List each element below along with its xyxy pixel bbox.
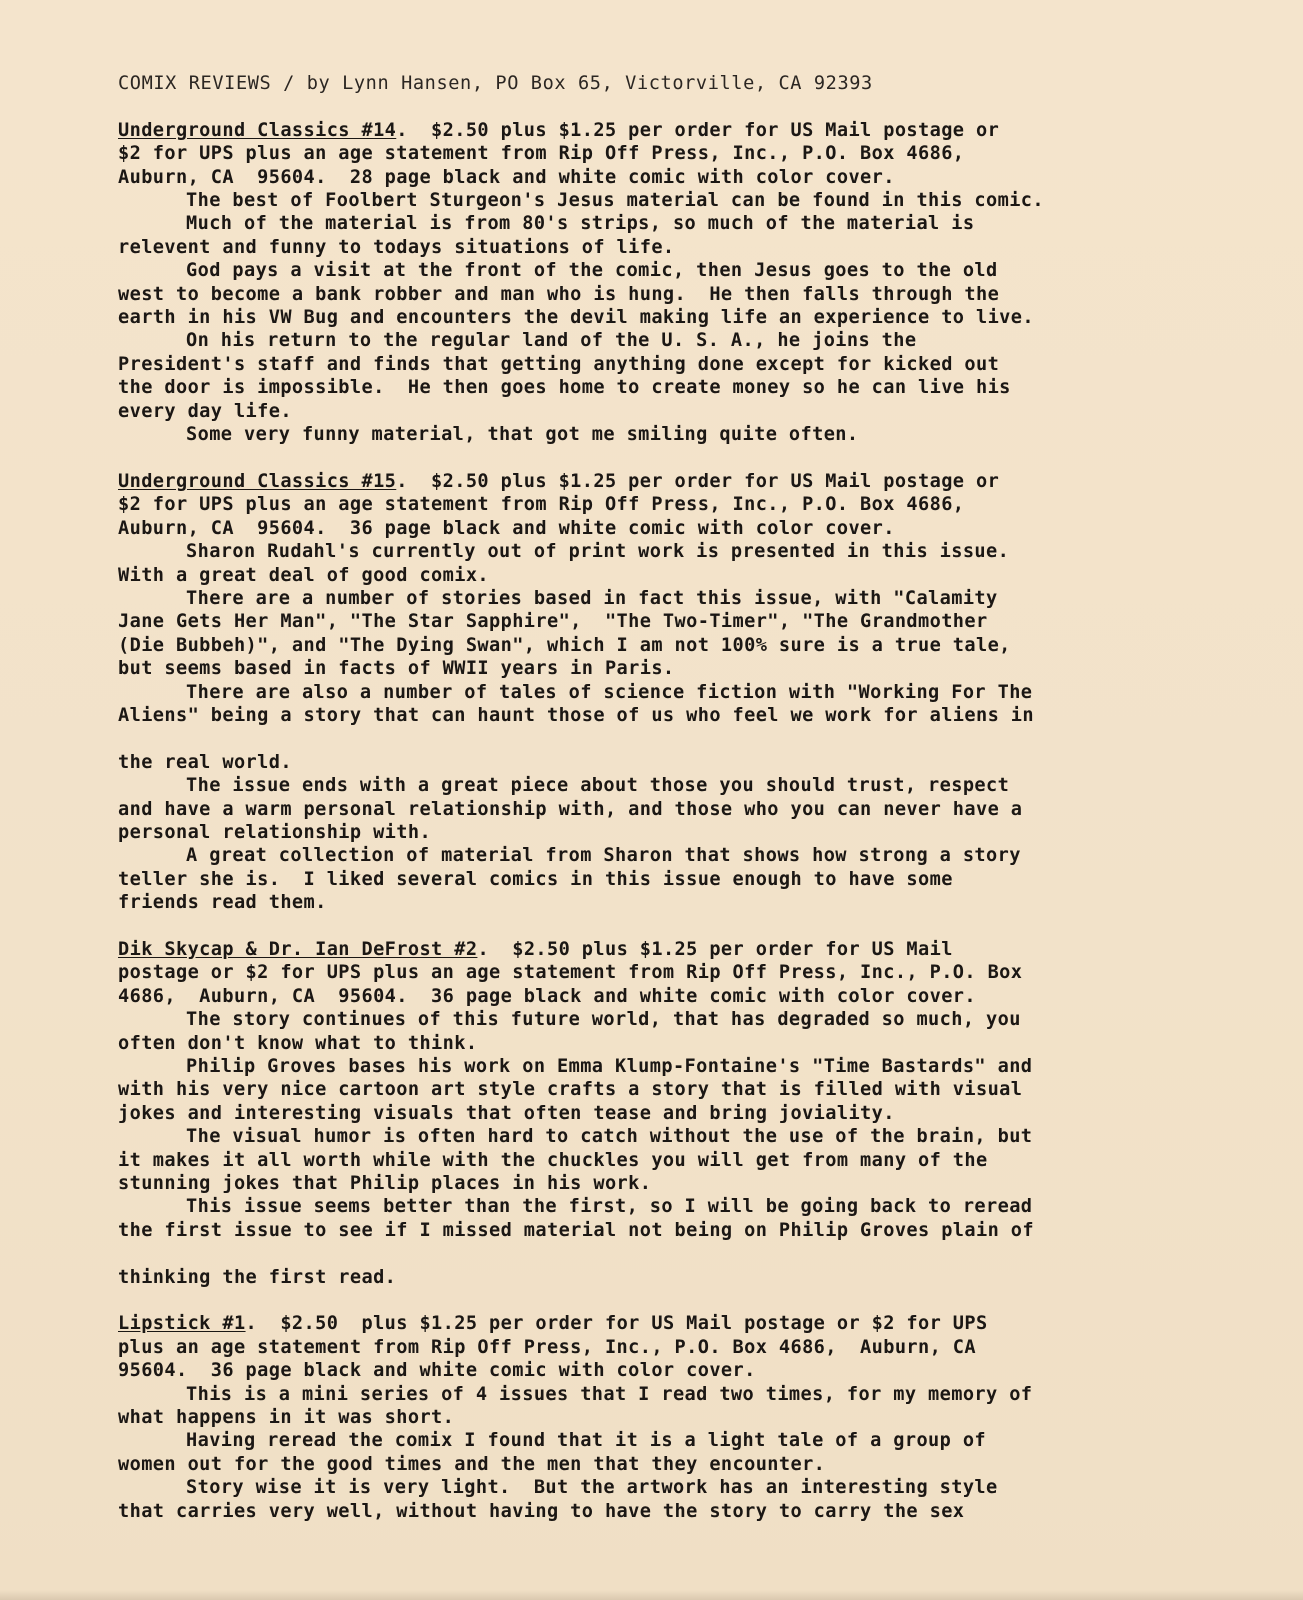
review-line: The issue ends with a great piece about those you should trust, respect [186,775,1010,797]
review-line: postage or $2 for UPS plus an age statement from Rip Off Press, Inc., P.O. Box [118,962,1023,984]
review-line: The visual humor is often hard to catch without the use of the brain, but [186,1126,1033,1148]
review-line: teller she is. I liked several comics in this issue enough to have some [118,868,953,890]
review-title: Dik Skycap & Dr. Ian DeFrost #2 [118,938,478,960]
review-line: Having reread the comix I found that it is a light tale of a group of [186,1430,987,1452]
review-first-line: Dik Skycap & Dr. Ian DeFrost #2. $2.50 plus $1.25 per order for US Mail [118,938,953,960]
review-line: On his return to the regular land of the U. S. A., he joins the [186,330,917,352]
review-line: There are a number of stories based in fact this issue, with "Calamity [186,587,998,609]
review-line: the first issue to see if I missed material not being on Philip Groves plain of [118,1219,1034,1241]
review-line: west to become a bank robber and man who is hung. He then falls through the [118,283,1000,305]
page-break-gap [118,727,1238,750]
review-line: 4686, Auburn, CA 95604. 36 page black and white comic with color cover. [118,985,976,1007]
review-lipstick-1 [118,1312,1238,1523]
review-underground-classics-15 [118,470,1238,915]
review-line: every day life. [118,400,292,422]
review-line: with his very nice cartoon art style crafts a story that is filled with visual [118,1079,1023,1101]
review-title: Underground Classics #15 [118,470,397,492]
review-line: relevent and funny to todays situations of life. [118,236,675,258]
review-underground-classics-14 [118,119,1238,447]
review-line: This issue seems better than the first, so I will be going back to reread [186,1196,1033,1218]
review-line: The story continues of this future world, that has degraded so much, you [186,1009,1021,1031]
review-line: President's staff and finds that getting anything done except for kicked out [118,353,1000,375]
review-line: $2 for UPS plus an age statement from Rip Off Press, Inc., P.O. Box 4686, [118,494,965,516]
review-line: but seems based in facts of WWII years in Paris. [118,658,675,680]
review-first-line: Lipstick #1. $2.50 plus $1.25 per order for US Mail postage or $2 for UPS [118,1313,988,1335]
review-title: Lipstick #1 [118,1313,246,1335]
review-title: Underground Classics #14 [118,119,397,141]
review-dik-skycap-2 [118,938,1238,1289]
review-line: Much of the material is from 80's strips, so much of the material is [186,213,975,235]
review-line: Auburn, CA 95604. 36 page black and white comic with color cover. [118,517,895,539]
review-line: This is a mini series of 4 issues that I read two times, for my memory of [186,1383,1033,1405]
review-line: With a great deal of good comix. [118,564,490,586]
review-line: The best of Foolbert Sturgeon's Jesus material can be found in this comic. [186,190,1044,212]
review-line: There are also a number of tales of science fiction with "Working For The [186,681,1033,703]
page-header: COMIX REVIEWS / by Lynn Hansen, PO Box 65, Victorville, CA 92393 [118,73,873,94]
review-line: God pays a visit at the front of the comic, then Jesus goes to the old [186,260,998,282]
review-line: personal relationship with. [118,821,432,843]
review-line: Sharon Rudahl's currently out of print work is presented in this issue. [186,541,1010,563]
review-line: that carries very well, without having to have the story to carry the sex [118,1500,965,1522]
review-line: Philip Groves bases his work on Emma Klump-Fontaine's "Time Bastards" and [186,1056,1033,1077]
review-line: women out for the good times and the men that they encounter. [118,1453,826,1475]
review-line: $2 for UPS plus an age statement from Rip Off Press, Inc., P.O. Box 4686, [118,143,965,165]
review-line: Aliens" being a story that can haunt those of us who feel we work for aliens in [118,704,1034,726]
review-line: Story wise it is very light. But the artwork has an interesting style [186,1477,998,1499]
review-line: the door is impossible. He then goes home to create money so he can live his [118,377,1011,399]
review-line: thinking the first read. [118,1266,397,1288]
review-line: the real world. [118,751,292,773]
review-line: often don't know what to think. [118,1032,478,1054]
review-first-line: Underground Classics #14. $2.50 plus $1.25 per order for US Mail postage or [118,119,1000,141]
review-line: it makes it all worth while with the chuckles you will get from many of the [118,1149,988,1171]
review-line: friends read them. [118,892,327,914]
review-line: Jane Gets Her Man", "The Star Sapphire", "The Two-Timer", "The Grandmother [118,611,988,633]
page-text [118,72,1238,1546]
review-line: plus an age statement from Rip Off Press, Inc., P.O. Box 4686, Auburn, CA [118,1336,976,1358]
review-line: jokes and interesting visuals that often tease and bring joviality. [118,1102,895,1124]
review-line: earth in his VW Bug and encounters the devil making life an experience to live. [118,307,1034,329]
review-line: A great collection of material from Sharon that shows how strong a story [186,845,1021,867]
review-line: and have a warm personal relationship with, and those who you can never have a [118,798,1023,820]
review-line: (Die Bubbeh)", and "The Dying Swan", which I am not 100% sure is a true tale, [118,634,1011,656]
review-first-line: Underground Classics #15. $2.50 plus $1.25 per order for US Mail postage or [118,470,1000,492]
review-line: 95604. 36 page black and white comic with color cover. [118,1360,756,1382]
page-break-gap [118,1242,1238,1265]
review-line: Auburn, CA 95604. 28 page black and white comic with color cover. [118,166,895,188]
review-line: Some very funny material, that got me smiling quite often. [186,424,859,446]
review-line: stunning jokes that Philip places in his work. [118,1173,652,1195]
page-bottom-edge [0,1590,1303,1600]
review-line: what happens in it was short. [118,1407,455,1429]
